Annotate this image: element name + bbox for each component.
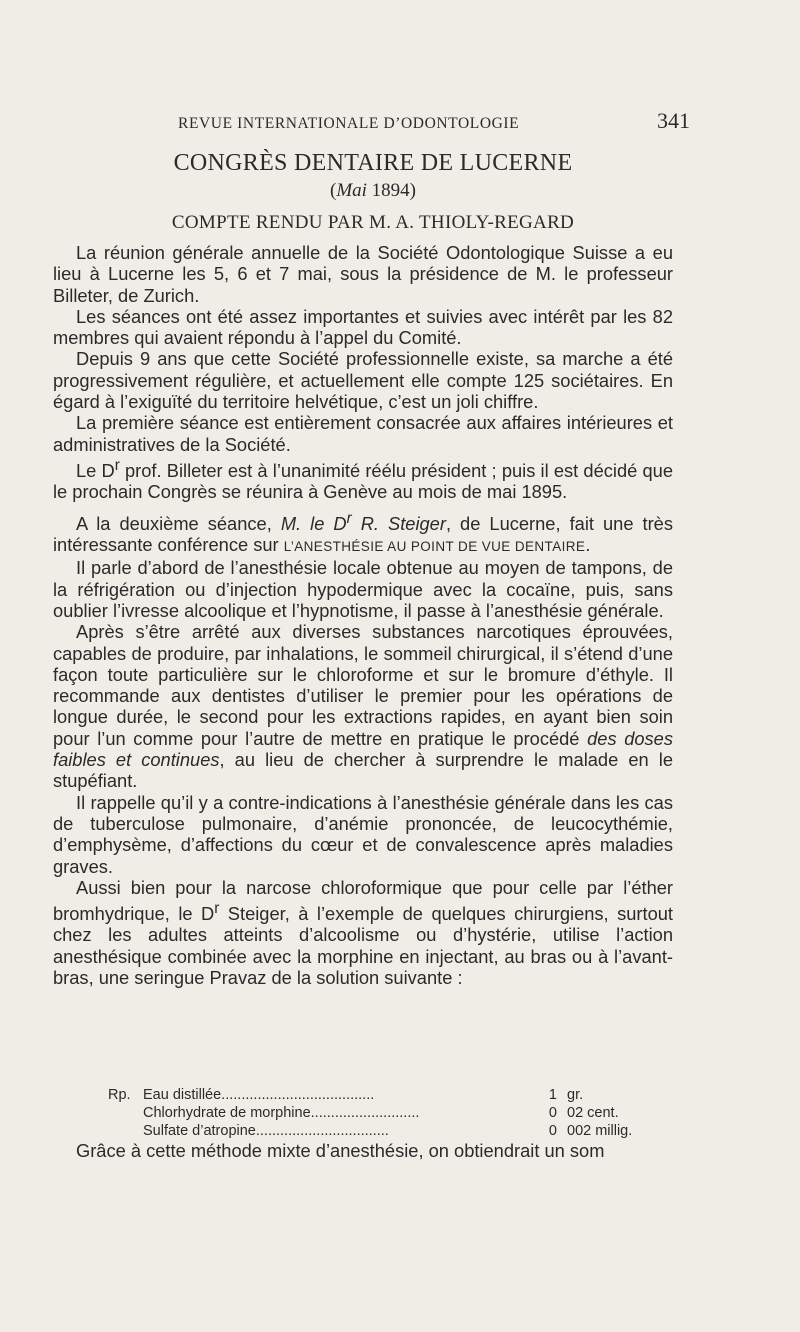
p6-italic-a: M. le D <box>280 512 347 534</box>
ingredient-unit: 002 millig. <box>567 1123 633 1139</box>
p8-text-a: Après s’être arrêté aux diverses substances narcotiques éprouvées, capables de produire, par inhalations, le sommeil chirurgical, il s’étend d’une façon toute particulière sur le chloroforme et sur le bromure d’éthyle. Il recommande aux dentistes d’utiliser le premier pour les opérations de longue durée, le second pour les extractions rapides, en ayant bien soin pour l’un comme pour l’autre de mettre en pratique le procédé <box>53 621 673 749</box>
ingredient-unit: 02 cent. <box>567 1105 619 1121</box>
date-month: Mai <box>336 180 367 201</box>
p10-superscript: r <box>214 900 220 918</box>
prescription-row <box>108 1104 668 1122</box>
prescription-lead: Rp. <box>108 1087 131 1103</box>
paragraph-8 <box>53 621 673 791</box>
p6-text-c: . <box>585 534 591 556</box>
date-year: 1894 <box>371 180 410 201</box>
p8-italic: des doses faibles et continues <box>53 727 673 771</box>
article-byline: COMPTE RENDU PAR M. A. THIOLY-REGARD <box>171 212 575 233</box>
closing-line: Grâce à cette méthode mixte d’anesthésie, on obtiendrait un som <box>76 1140 605 1161</box>
p5-text-b: prof. Billeter est à l’unanimité réélu président ; puis il est décidé que le prochain Congrès se réunira à Genève au mois de mai 1895. <box>53 460 673 503</box>
running-title: REVUE INTERNATIONALE D’ODONTOLOGIE <box>178 115 520 132</box>
paragraph-5 <box>53 455 673 503</box>
article-body <box>53 242 673 988</box>
ingredient-amount: 1 <box>548 1087 557 1103</box>
prescription <box>108 1086 668 1140</box>
ingredient-amount: 0 <box>548 1123 557 1139</box>
paragraph-7: Il parle d’abord de l’anesthésie locale obtenue au moyen de tampons, de la réfrigération ou d’injection hypodermique avec la cocaïne, puis, sans oublier l’ivresse alcoolique et l’hypnotisme, il passe à l’anesthésie générale. <box>53 557 673 621</box>
ingredient-name: Eau distillée...................................... <box>143 1087 375 1103</box>
p6-italic-b: R. Steiger <box>351 512 446 534</box>
paragraph-4: La première séance est entièrement consacrée aux affaires intérieures et administratives de la Société. <box>53 412 673 455</box>
page-header <box>60 108 690 134</box>
prescription-row <box>108 1086 668 1104</box>
prescription-row <box>108 1122 668 1140</box>
p6-italic-superscript: r <box>346 509 352 527</box>
ingredient-name: Chlorhydrate de morphine........................... <box>143 1105 420 1121</box>
paragraph-6 <box>53 508 673 558</box>
paragraph-2: Les séances ont été assez importantes et suivies avec intérêt par les 82 membres qui avaient répondu à l’appel du Comité. <box>53 305 673 349</box>
paragraph-10 <box>53 877 673 989</box>
p6-text-b: , de Lucerne, fait une très intéressante conférence sur <box>53 512 673 556</box>
p10-text-a: Aussi bien pour la narcose chloroformique que pour celle par l’éther bromhydrique, le D <box>53 876 673 925</box>
ingredient-name: Sulfate d’atropine................................. <box>143 1123 389 1139</box>
paragraph-9: Il rappelle qu’il y a contre-indications à l’anesthésie générale dans les cas de tuberculose pulmonaire, d’anémie prononcée, de leucocythémie, d’emphysème, d’affections du cœur et de convalescence après maladies graves. <box>53 791 673 877</box>
ingredient-amount: 0 <box>548 1105 557 1121</box>
p10-text-b: Steiger, à l’exemple de quelques chirurgiens, surtout chez les adultes atteints d’alcoolisme ou d’hystérie, utilise l’action anesthésique combinée avec la morphine en injectant, au bras ou à l’avant-bras, une seringue Pravaz de la solution suivante : <box>53 903 673 989</box>
article-date: (Mai 1894) <box>329 180 416 201</box>
p6-text-a: A la deuxième séance, <box>76 512 281 534</box>
p8-text-b: , au lieu de chercher à surprendre le malade en le stupéfiant. <box>53 749 673 792</box>
p5-text-a: Le D <box>76 460 115 482</box>
p5-superscript: r <box>114 456 120 474</box>
p6-small-caps: L’ANESTHÉSIE AU POINT DE VUE DENTAIRE <box>283 539 586 555</box>
page-number: 341 <box>657 108 690 133</box>
ingredient-unit: gr. <box>567 1087 584 1103</box>
article-title: CONGRÈS DENTAIRE DE LUCERNE <box>173 150 573 176</box>
paragraph-1: La réunion générale annuelle de la Société Odontologique Suisse a eu lieu à Lucerne les 5, 6 et 7 mai, sous la présidence de M. le professeur Billeter, de Zurich. <box>53 242 673 306</box>
paragraph-3: Depuis 9 ans que cette Société professionnelle existe, sa marche a été progressivement régulière, et actuellement elle compte 125 sociétaires. En égard à l’exiguïté du territoire helvétique, c’est un joli chiffre. <box>53 348 673 413</box>
